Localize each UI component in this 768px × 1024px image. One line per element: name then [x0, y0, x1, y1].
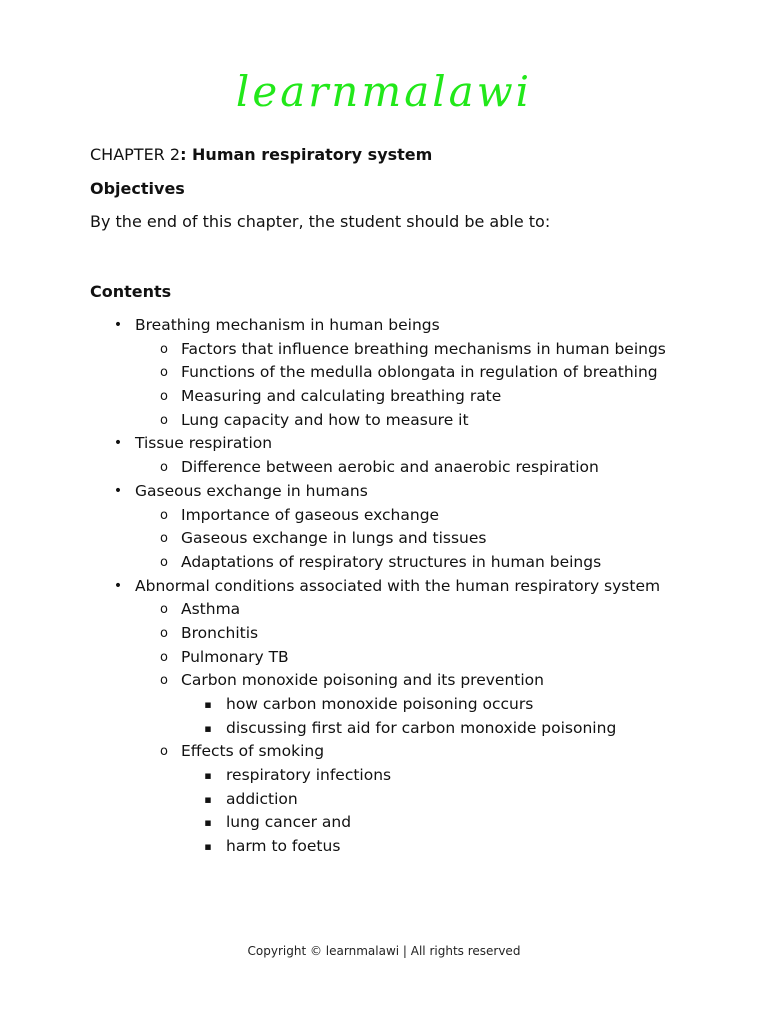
objectives-heading: Objectives	[90, 179, 185, 198]
contents-item-level-3	[0, 811, 768, 835]
contents-heading: Contents	[90, 282, 172, 301]
bullet-circle-icon: o	[160, 365, 168, 381]
contents-item-level-2	[0, 456, 768, 480]
contents-item-text: Asthma	[181, 600, 241, 619]
bullet-circle-icon: o	[160, 554, 168, 570]
contents-item-text: how carbon monoxide poisoning occurs	[226, 695, 534, 713]
chapter-heading	[90, 145, 432, 165]
contents-item-text: harm to foetus	[226, 837, 341, 856]
contents-item-level-2	[0, 551, 768, 575]
contents-item-level-3	[0, 717, 768, 741]
contents-item-level-2	[0, 669, 768, 693]
contents-list	[0, 314, 768, 859]
contents-item-text: Factors that influence breathing mechanisms in human beings	[181, 339, 666, 358]
contents-item-text: Difference between aerobic and anaerobic respiration	[181, 458, 599, 477]
contents-item-text: Functions of the medulla oblongata in regulation of breathing	[181, 363, 658, 382]
contents-item-level-3	[0, 693, 768, 717]
bullet-disc-icon: •	[113, 317, 123, 333]
contents-item-text: discussing first aid for carbon monoxide poisoning	[226, 718, 617, 737]
contents-item-level-1	[0, 480, 768, 504]
bullet-square-icon: ▪	[204, 721, 212, 735]
contents-item-text: Pulmonary TB	[181, 647, 289, 666]
contents-item-text: Gaseous exchange in humans	[135, 481, 368, 500]
bullet-square-icon: ▪	[204, 769, 212, 783]
contents-item-level-1	[0, 575, 768, 599]
contents-item-text: Carbon monoxide poisoning and its prevention	[181, 671, 544, 690]
objectives-intro: By the end of this chapter, the student should be able to:	[90, 212, 551, 231]
copyright-footer: Copyright © learnmalawi | All rights reserved	[247, 944, 521, 958]
contents-item-text: respiratory infections	[226, 766, 392, 785]
bullet-circle-icon: o	[160, 673, 168, 689]
bullet-square-icon: ▪	[204, 840, 212, 854]
contents-item-text: Effects of smoking	[181, 742, 325, 761]
contents-item-level-3	[0, 788, 768, 812]
contents-item-level-3	[0, 764, 768, 788]
contents-item-text: Measuring and calculating breathing rate	[181, 387, 502, 406]
contents-item-level-2	[0, 338, 768, 362]
bullet-circle-icon: o	[160, 744, 168, 760]
contents-item-text: Bronchitis	[181, 623, 259, 642]
contents-item-text: Lung capacity and how to measure it	[181, 410, 469, 429]
bullet-circle-icon: o	[160, 460, 168, 476]
bullet-square-icon: ▪	[204, 698, 212, 711]
bullet-square-icon: ▪	[204, 816, 212, 830]
contents-item-text: Breathing mechanism in human beings	[135, 316, 440, 334]
bullet-circle-icon: o	[160, 341, 168, 357]
contents-item-level-2	[0, 740, 768, 764]
contents-item-level-2	[0, 409, 768, 433]
bullet-circle-icon: o	[160, 389, 168, 405]
contents-item-text: Adaptations of respiratory structures in human beings	[181, 552, 602, 571]
bullet-circle-icon: o	[160, 625, 168, 641]
contents-item-level-2	[0, 385, 768, 409]
bullet-circle-icon: o	[160, 602, 168, 618]
contents-item-level-1	[0, 432, 768, 456]
bullet-disc-icon: •	[113, 435, 123, 452]
contents-item-level-2	[0, 361, 768, 385]
learnmalawi-logo: learnmalawi	[235, 67, 533, 116]
contents-item-text: addiction	[226, 789, 298, 808]
bullet-disc-icon: •	[113, 482, 123, 499]
contents-item-text: lung cancer and	[226, 813, 352, 832]
contents-item-text: Gaseous exchange in lungs and tissues	[181, 529, 487, 548]
bullet-circle-icon: o	[160, 412, 168, 428]
bullet-circle-icon: o	[160, 507, 168, 523]
contents-item-level-2	[0, 622, 768, 646]
contents-item-level-2	[0, 598, 768, 622]
contents-item-text: Tissue respiration	[135, 434, 273, 453]
contents-item-text: Abnormal conditions associated with the human respiratory system	[135, 576, 661, 595]
contents-item-level-1	[0, 314, 768, 338]
contents-item-level-3	[0, 835, 768, 859]
bullet-circle-icon: o	[160, 649, 168, 665]
contents-item-text: Importance of gaseous exchange	[181, 505, 440, 524]
contents-item-level-2	[0, 527, 768, 551]
contents-item-level-2	[0, 504, 768, 528]
bullet-disc-icon: •	[113, 577, 123, 594]
chapter-number: CHAPTER 2	[90, 145, 181, 164]
bullet-circle-icon: o	[160, 531, 168, 547]
chapter-title: : Human respiratory system	[180, 145, 433, 164]
contents-item-level-2	[0, 646, 768, 670]
bullet-square-icon: ▪	[204, 792, 212, 806]
